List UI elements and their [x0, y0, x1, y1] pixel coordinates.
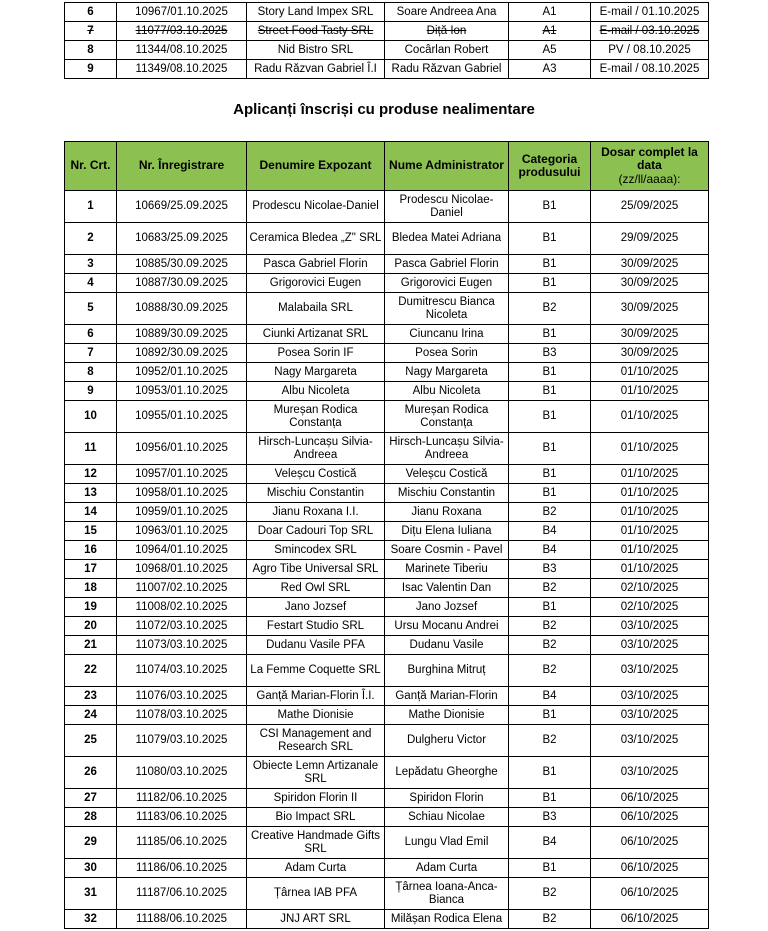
- exhibitor-cell: Agro Tibe Universal SRL: [247, 560, 385, 579]
- exhibitor-cell: Ceramica Bledea „Z" SRL: [247, 223, 385, 255]
- table-row: [65, 725, 709, 757]
- exhibitor-cell: JNJ ART SRL: [247, 910, 385, 929]
- table-row: [65, 859, 709, 878]
- dosar-cell: 06/10/2025: [591, 859, 709, 878]
- registration-cell: 11077/03.10.2025: [117, 22, 247, 41]
- administrator-cell: Diță Ion: [385, 22, 509, 41]
- dosar-cell: 02/10/2025: [591, 579, 709, 598]
- exhibitor-cell: Grigorovici Eugen: [247, 274, 385, 293]
- category-cell: B1: [509, 484, 591, 503]
- exhibitor-cell: Malabaila SRL: [247, 293, 385, 325]
- administrator-cell: Țârnea Ioana-Anca-Bianca: [385, 878, 509, 910]
- dosar-cell: 01/10/2025: [591, 560, 709, 579]
- dosar-cell: 06/10/2025: [591, 808, 709, 827]
- header-nr-crt: Nr. Crt.: [65, 142, 117, 191]
- category-cell: B1: [509, 789, 591, 808]
- nr-cell: 9: [65, 382, 117, 401]
- registration-cell: 10953/01.10.2025: [117, 382, 247, 401]
- registration-cell: 10967/01.10.2025: [117, 3, 247, 22]
- dosar-cell: 01/10/2025: [591, 433, 709, 465]
- header-dosar-label: Dosar complet la data: [601, 144, 698, 173]
- registration-cell: 10888/30.09.2025: [117, 293, 247, 325]
- category-cell: B2: [509, 503, 591, 522]
- dosar-cell: 06/10/2025: [591, 789, 709, 808]
- dosar-cell: 01/10/2025: [591, 503, 709, 522]
- category-cell: B2: [509, 636, 591, 655]
- nr-cell: 2: [65, 223, 117, 255]
- category-cell: A3: [509, 60, 591, 79]
- nr-cell: 9: [65, 60, 117, 79]
- dosar-cell: 03/10/2025: [591, 636, 709, 655]
- administrator-cell: Burghina Mitruț: [385, 655, 509, 687]
- dosar-cell: 25/09/2025: [591, 191, 709, 223]
- nr-cell: 14: [65, 503, 117, 522]
- registration-cell: 11076/03.10.2025: [117, 687, 247, 706]
- exhibitor-cell: Hirsch-Luncașu Silvia-Andreea: [247, 433, 385, 465]
- exhibitor-cell: Festart Studio SRL: [247, 617, 385, 636]
- category-cell: B4: [509, 522, 591, 541]
- nr-cell: 31: [65, 878, 117, 910]
- category-cell: B2: [509, 579, 591, 598]
- exhibitor-cell: Radu Răzvan Gabriel Î.I: [247, 60, 385, 79]
- category-cell: B1: [509, 859, 591, 878]
- exhibitor-cell: Ganță Marian-Florin Î.I.: [247, 687, 385, 706]
- administrator-cell: Mureșan Rodica Constanța: [385, 401, 509, 433]
- administrator-cell: Schiau Nicolae: [385, 808, 509, 827]
- nr-cell: 16: [65, 541, 117, 560]
- table-row: [65, 687, 709, 706]
- exhibitor-cell: Street Food Tasty SRL: [247, 22, 385, 41]
- administrator-cell: Nagy Margareta: [385, 363, 509, 382]
- category-cell: B1: [509, 465, 591, 484]
- exhibitor-cell: CSI Management and Research SRL: [247, 725, 385, 757]
- registration-cell: 11007/02.10.2025: [117, 579, 247, 598]
- table-row: [65, 255, 709, 274]
- dosar-cell: PV / 08.10.2025: [591, 41, 709, 60]
- administrator-cell: Albu Nicoleta: [385, 382, 509, 401]
- administrator-cell: Ciuncanu Irina: [385, 325, 509, 344]
- table-row: [65, 22, 709, 41]
- dosar-cell: 01/10/2025: [591, 382, 709, 401]
- table-row: [65, 3, 709, 22]
- registration-cell: 11344/08.10.2025: [117, 41, 247, 60]
- registration-cell: 11185/06.10.2025: [117, 827, 247, 859]
- registration-cell: 11186/06.10.2025: [117, 859, 247, 878]
- nr-cell: 26: [65, 757, 117, 789]
- exhibitor-cell: Jano Jozsef: [247, 598, 385, 617]
- registration-cell: 11078/03.10.2025: [117, 706, 247, 725]
- exhibitor-cell: Doar Cadouri Top SRL: [247, 522, 385, 541]
- registration-cell: 10956/01.10.2025: [117, 433, 247, 465]
- nr-cell: 6: [65, 3, 117, 22]
- registration-cell: 11080/03.10.2025: [117, 757, 247, 789]
- administrator-cell: Veleșcu Costică: [385, 465, 509, 484]
- registration-cell: 10892/30.09.2025: [117, 344, 247, 363]
- category-cell: B2: [509, 878, 591, 910]
- exhibitor-cell: Posea Sorin IF: [247, 344, 385, 363]
- category-cell: B1: [509, 706, 591, 725]
- registration-cell: 11074/03.10.2025: [117, 655, 247, 687]
- header-nume-administrator: Nume Administrator: [385, 142, 509, 191]
- dosar-cell: 02/10/2025: [591, 598, 709, 617]
- dosar-cell: 01/10/2025: [591, 541, 709, 560]
- exhibitor-cell: Pasca Gabriel Florin: [247, 255, 385, 274]
- table-row: [65, 363, 709, 382]
- administrator-cell: Isac Valentin Dan: [385, 579, 509, 598]
- registration-cell: 10959/01.10.2025: [117, 503, 247, 522]
- table-row: [65, 789, 709, 808]
- dosar-cell: 30/09/2025: [591, 325, 709, 344]
- nr-cell: 6: [65, 325, 117, 344]
- dosar-cell: 03/10/2025: [591, 757, 709, 789]
- non-food-applicants-table: [64, 141, 709, 929]
- table-row: [65, 191, 709, 223]
- nr-cell: 7: [65, 344, 117, 363]
- registration-cell: 10885/30.09.2025: [117, 255, 247, 274]
- registration-cell: 10963/01.10.2025: [117, 522, 247, 541]
- table-row: [65, 579, 709, 598]
- category-cell: B2: [509, 293, 591, 325]
- administrator-cell: Radu Răzvan Gabriel: [385, 60, 509, 79]
- dosar-cell: 30/09/2025: [591, 274, 709, 293]
- administrator-cell: Dițu Elena Iuliana: [385, 522, 509, 541]
- nr-cell: 5: [65, 293, 117, 325]
- table-row: [65, 223, 709, 255]
- registration-cell: 10957/01.10.2025: [117, 465, 247, 484]
- table-row: [65, 465, 709, 484]
- nr-cell: 8: [65, 41, 117, 60]
- category-cell: B3: [509, 808, 591, 827]
- exhibitor-cell: Smincodex SRL: [247, 541, 385, 560]
- exhibitor-cell: Nid Bistro SRL: [247, 41, 385, 60]
- dosar-cell: 29/09/2025: [591, 223, 709, 255]
- administrator-cell: Milășan Rodica Elena: [385, 910, 509, 929]
- table-row: [65, 706, 709, 725]
- exhibitor-cell: Red Owl SRL: [247, 579, 385, 598]
- administrator-cell: Grigorovici Eugen: [385, 274, 509, 293]
- table-row: [65, 878, 709, 910]
- registration-cell: 11072/03.10.2025: [117, 617, 247, 636]
- administrator-cell: Adam Curta: [385, 859, 509, 878]
- dosar-cell: 01/10/2025: [591, 465, 709, 484]
- registration-cell: 11073/03.10.2025: [117, 636, 247, 655]
- header-dosar-complet: [591, 142, 709, 191]
- exhibitor-cell: Ciunki Artizanat SRL: [247, 325, 385, 344]
- table-row: [65, 293, 709, 325]
- table-header-row: [65, 142, 709, 191]
- registration-cell: 10968/01.10.2025: [117, 560, 247, 579]
- exhibitor-cell: Țârnea IAB PFA: [247, 878, 385, 910]
- table-row: [65, 60, 709, 79]
- dosar-cell: 06/10/2025: [591, 827, 709, 859]
- administrator-cell: Dumitrescu Bianca Nicoleta: [385, 293, 509, 325]
- administrator-cell: Soare Andreea Ana: [385, 3, 509, 22]
- dosar-cell: E-mail / 08.10.2025: [591, 60, 709, 79]
- dosar-cell: 01/10/2025: [591, 484, 709, 503]
- administrator-cell: Marinete Tiberiu: [385, 560, 509, 579]
- category-cell: B1: [509, 223, 591, 255]
- nr-cell: 10: [65, 401, 117, 433]
- dosar-cell: 01/10/2025: [591, 522, 709, 541]
- dosar-cell: 01/10/2025: [591, 401, 709, 433]
- table-row: [65, 598, 709, 617]
- dosar-cell: 01/10/2025: [591, 363, 709, 382]
- administrator-cell: Cocârlan Robert: [385, 41, 509, 60]
- nr-cell: 17: [65, 560, 117, 579]
- dosar-cell: 30/09/2025: [591, 344, 709, 363]
- dosar-cell: 03/10/2025: [591, 655, 709, 687]
- administrator-cell: Dudanu Vasile: [385, 636, 509, 655]
- category-cell: B1: [509, 401, 591, 433]
- table-row: [65, 401, 709, 433]
- registration-cell: 11079/03.10.2025: [117, 725, 247, 757]
- category-cell: B2: [509, 910, 591, 929]
- administrator-cell: Jianu Roxana: [385, 503, 509, 522]
- table-row: [65, 808, 709, 827]
- registration-cell: 10952/01.10.2025: [117, 363, 247, 382]
- nr-cell: 28: [65, 808, 117, 827]
- dosar-cell: 03/10/2025: [591, 687, 709, 706]
- exhibitor-cell: Mureșan Rodica Constanța: [247, 401, 385, 433]
- dosar-cell: 30/09/2025: [591, 293, 709, 325]
- exhibitor-cell: Story Land Impex SRL: [247, 3, 385, 22]
- header-dosar-format: (zz/ll/aaaa):: [618, 171, 681, 186]
- table-row: [65, 344, 709, 363]
- category-cell: B3: [509, 560, 591, 579]
- administrator-cell: Hirsch-Luncașu Silvia-Andreea: [385, 433, 509, 465]
- administrator-cell: Posea Sorin: [385, 344, 509, 363]
- header-denumire-expozant: Denumire Expozant: [247, 142, 385, 191]
- exhibitor-cell: Adam Curta: [247, 859, 385, 878]
- exhibitor-cell: La Femme Coquette SRL: [247, 655, 385, 687]
- administrator-cell: Lepădatu Gheorghe: [385, 757, 509, 789]
- registration-cell: 11183/06.10.2025: [117, 808, 247, 827]
- nr-cell: 7: [65, 22, 117, 41]
- nr-cell: 15: [65, 522, 117, 541]
- exhibitor-cell: Obiecte Lemn Artizanale SRL: [247, 757, 385, 789]
- section-title: Aplicanți înscriși cu produse nealimentare: [233, 101, 535, 118]
- nr-cell: 4: [65, 274, 117, 293]
- registration-cell: 11349/08.10.2025: [117, 60, 247, 79]
- nr-cell: 23: [65, 687, 117, 706]
- header-nr-inregistrare: Nr. Înregistrare: [117, 142, 247, 191]
- exhibitor-cell: Jianu Roxana I.I.: [247, 503, 385, 522]
- registration-cell: 11188/06.10.2025: [117, 910, 247, 929]
- nr-cell: 3: [65, 255, 117, 274]
- registration-cell: 10669/25.09.2025: [117, 191, 247, 223]
- nr-cell: 29: [65, 827, 117, 859]
- dosar-cell: 06/10/2025: [591, 878, 709, 910]
- nr-cell: 18: [65, 579, 117, 598]
- exhibitor-cell: Veleșcu Costică: [247, 465, 385, 484]
- exhibitor-cell: Mathe Dionisie: [247, 706, 385, 725]
- registration-cell: 10683/25.09.2025: [117, 223, 247, 255]
- nr-cell: 1: [65, 191, 117, 223]
- exhibitor-cell: Bio Impact SRL: [247, 808, 385, 827]
- registration-cell: 11008/02.10.2025: [117, 598, 247, 617]
- exhibitor-cell: Prodescu Nicolae-Daniel: [247, 191, 385, 223]
- administrator-cell: Jano Jozsef: [385, 598, 509, 617]
- dosar-cell: 03/10/2025: [591, 617, 709, 636]
- exhibitor-cell: Nagy Margareta: [247, 363, 385, 382]
- administrator-cell: Soare Cosmin - Pavel: [385, 541, 509, 560]
- category-cell: B2: [509, 617, 591, 636]
- nr-cell: 12: [65, 465, 117, 484]
- table-row: [65, 827, 709, 859]
- nr-cell: 24: [65, 706, 117, 725]
- category-cell: B1: [509, 757, 591, 789]
- table-row: [65, 522, 709, 541]
- table-row: [65, 910, 709, 929]
- category-cell: B1: [509, 325, 591, 344]
- dosar-cell: 03/10/2025: [591, 706, 709, 725]
- table-row: [65, 484, 709, 503]
- registration-cell: 10958/01.10.2025: [117, 484, 247, 503]
- dosar-cell: E-mail / 01.10.2025: [591, 3, 709, 22]
- category-cell: B4: [509, 827, 591, 859]
- table-row: [65, 503, 709, 522]
- nr-cell: 25: [65, 725, 117, 757]
- registration-cell: 10955/01.10.2025: [117, 401, 247, 433]
- administrator-cell: Mischiu Constantin: [385, 484, 509, 503]
- registration-cell: 11182/06.10.2025: [117, 789, 247, 808]
- nr-cell: 13: [65, 484, 117, 503]
- category-cell: B1: [509, 433, 591, 465]
- table-row: [65, 541, 709, 560]
- header-categoria-produsului: Categoria produsului: [509, 142, 591, 191]
- exhibitor-cell: Spiridon Florin II: [247, 789, 385, 808]
- administrator-cell: Pasca Gabriel Florin: [385, 255, 509, 274]
- exhibitor-cell: Creative Handmade Gifts SRL: [247, 827, 385, 859]
- nr-cell: 19: [65, 598, 117, 617]
- administrator-cell: Prodescu Nicolae-Daniel: [385, 191, 509, 223]
- nr-cell: 11: [65, 433, 117, 465]
- table-row: [65, 560, 709, 579]
- nr-cell: 21: [65, 636, 117, 655]
- nr-cell: 8: [65, 363, 117, 382]
- administrator-cell: Mathe Dionisie: [385, 706, 509, 725]
- food-applicants-table-continuation: [64, 2, 709, 79]
- category-cell: B1: [509, 363, 591, 382]
- dosar-cell: 03/10/2025: [591, 725, 709, 757]
- nr-cell: 27: [65, 789, 117, 808]
- category-cell: B1: [509, 382, 591, 401]
- table-row: [65, 433, 709, 465]
- nr-cell: 32: [65, 910, 117, 929]
- registration-cell: 10889/30.09.2025: [117, 325, 247, 344]
- table-row: [65, 757, 709, 789]
- category-cell: B2: [509, 655, 591, 687]
- administrator-cell: Ursu Mocanu Andrei: [385, 617, 509, 636]
- exhibitor-cell: Dudanu Vasile PFA: [247, 636, 385, 655]
- category-cell: A1: [509, 22, 591, 41]
- table-row: [65, 382, 709, 401]
- exhibitor-cell: Mischiu Constantin: [247, 484, 385, 503]
- category-cell: B1: [509, 191, 591, 223]
- category-cell: B4: [509, 541, 591, 560]
- dosar-cell: 06/10/2025: [591, 910, 709, 929]
- table-row: [65, 636, 709, 655]
- table-row: [65, 655, 709, 687]
- nr-cell: 30: [65, 859, 117, 878]
- administrator-cell: Dulgheru Victor: [385, 725, 509, 757]
- table-row: [65, 41, 709, 60]
- dosar-cell: E-mail / 03.10.2025: [591, 22, 709, 41]
- registration-cell: 10964/01.10.2025: [117, 541, 247, 560]
- table-row: [65, 274, 709, 293]
- category-cell: A5: [509, 41, 591, 60]
- dosar-cell: 30/09/2025: [591, 255, 709, 274]
- category-cell: B2: [509, 725, 591, 757]
- administrator-cell: Lungu Vlad Emil: [385, 827, 509, 859]
- nr-cell: 22: [65, 655, 117, 687]
- administrator-cell: Bledea Matei Adriana: [385, 223, 509, 255]
- administrator-cell: Ganță Marian-Florin: [385, 687, 509, 706]
- table-row: [65, 617, 709, 636]
- exhibitor-cell: Albu Nicoleta: [247, 382, 385, 401]
- category-cell: B1: [509, 598, 591, 617]
- category-cell: B1: [509, 255, 591, 274]
- category-cell: B3: [509, 344, 591, 363]
- category-cell: A1: [509, 3, 591, 22]
- administrator-cell: Spiridon Florin: [385, 789, 509, 808]
- nr-cell: 20: [65, 617, 117, 636]
- category-cell: B1: [509, 274, 591, 293]
- category-cell: B4: [509, 687, 591, 706]
- registration-cell: 10887/30.09.2025: [117, 274, 247, 293]
- registration-cell: 11187/06.10.2025: [117, 878, 247, 910]
- table-row: [65, 325, 709, 344]
